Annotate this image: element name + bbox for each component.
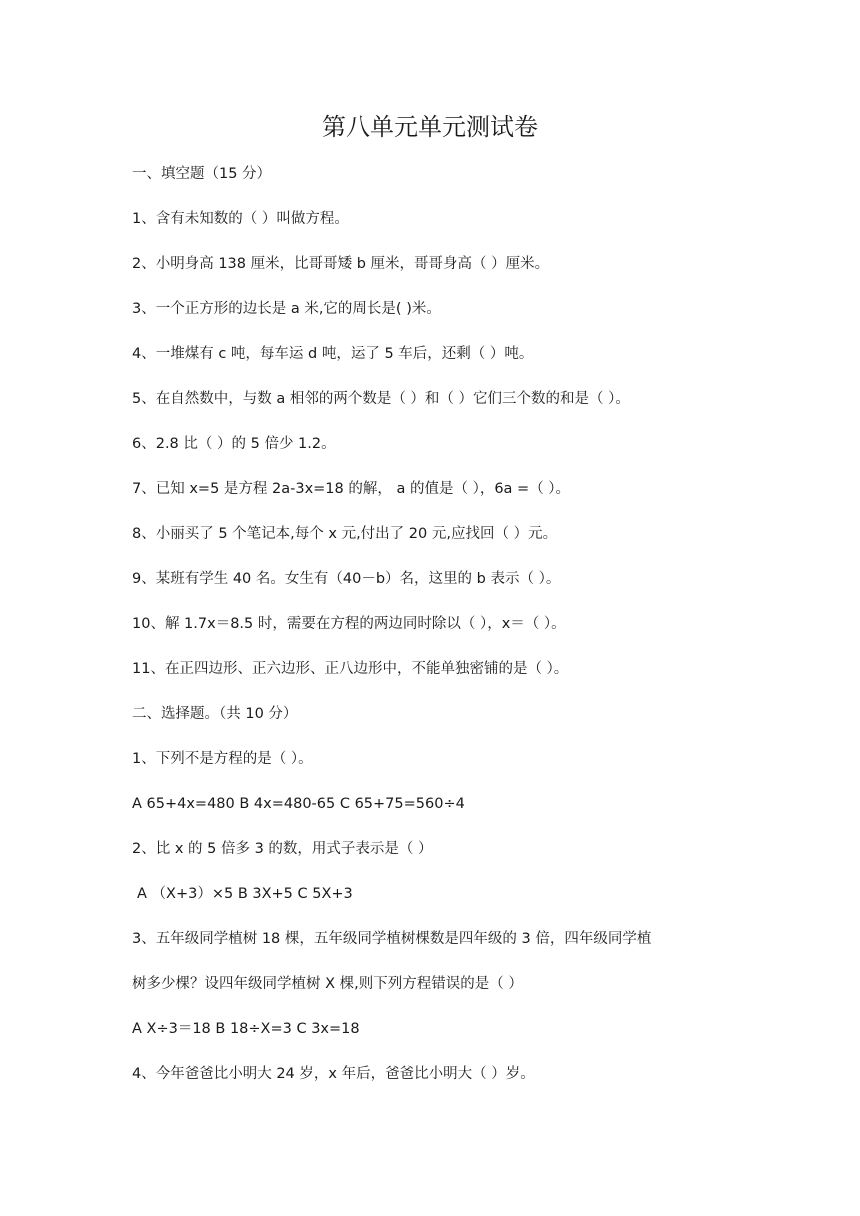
question-list (132, 160, 752, 1105)
section-heading-multiple-choice: 二、选择题。（共 10 分） (132, 706, 298, 722)
question-line: 8、小丽买了 5 个笔记本,每个 x 元,付出了 20 元,应找回（ ）元。 (132, 526, 558, 542)
section-heading-fill-blank: 一、填空题（15 分） (132, 166, 272, 182)
question-line: 3、一个正方形的边长是 a 米,它的周长是( )米。 (132, 301, 441, 317)
question-line: 1、含有未知数的（ ）叫做方程。 (132, 211, 349, 227)
question-line: 4、今年爸爸比小明大 24 岁，x 年后，爸爸比小明大（ ）岁。 (132, 1066, 535, 1082)
question-line: 9、某班有学生 40 名。女生有（40－b）名，这里的 b 表示（ ）。 (132, 571, 561, 587)
question-line-continued: 树多少棵？设四年级同学植树 X 棵,则下列方程错误的是（ ） (132, 976, 523, 992)
question-line: 7、已知 x=5 是方程 2a-3x=18 的解， a 的值是（ ），6a =（ ）。 (132, 481, 571, 497)
choice-options: A （X+3）×5 B 3X+5 C 5X+3 (137, 886, 353, 902)
question-line: 5、在自然数中，与数 a 相邻的两个数是（ ）和（ ）它们三个数的和是（ ）。 (132, 391, 630, 407)
question-line: 4、一堆煤有 c 吨，每车运 d 吨，运了 5 车后，还剩（ ）吨。 (132, 346, 534, 362)
question-line: 2、小明身高 138 厘米，比哥哥矮 b 厘米，哥哥身高（ ）厘米。 (132, 256, 550, 272)
question-line: 6、2.8 比（ ）的 5 倍少 1.2。 (132, 436, 336, 452)
choice-options: A 65+4x=480 B 4x=480-65 C 65+75=560÷4 (132, 796, 465, 812)
page-title: 第八单元单元测试卷 (322, 113, 538, 141)
question-line: 2、比 x 的 5 倍多 3 的数，用式子表示是（ ） (132, 841, 433, 857)
question-line: 1、下列不是方程的是（ ）。 (132, 751, 313, 767)
question-line: 3、五年级同学植树 18 棵，五年级同学植树棵数是四年级的 3 倍，四年级同学植 (132, 931, 652, 947)
question-line: 10、解 1.7x＝8.5 时，需要在方程的两边同时除以（ ），x＝（ ）。 (132, 616, 566, 632)
question-line: 11、在正四边形、正六边形、正八边形中，不能单独密铺的是（ ）。 (132, 661, 569, 677)
choice-options: A X÷3＝18 B 18÷X=3 C 3x=18 (132, 1021, 360, 1037)
